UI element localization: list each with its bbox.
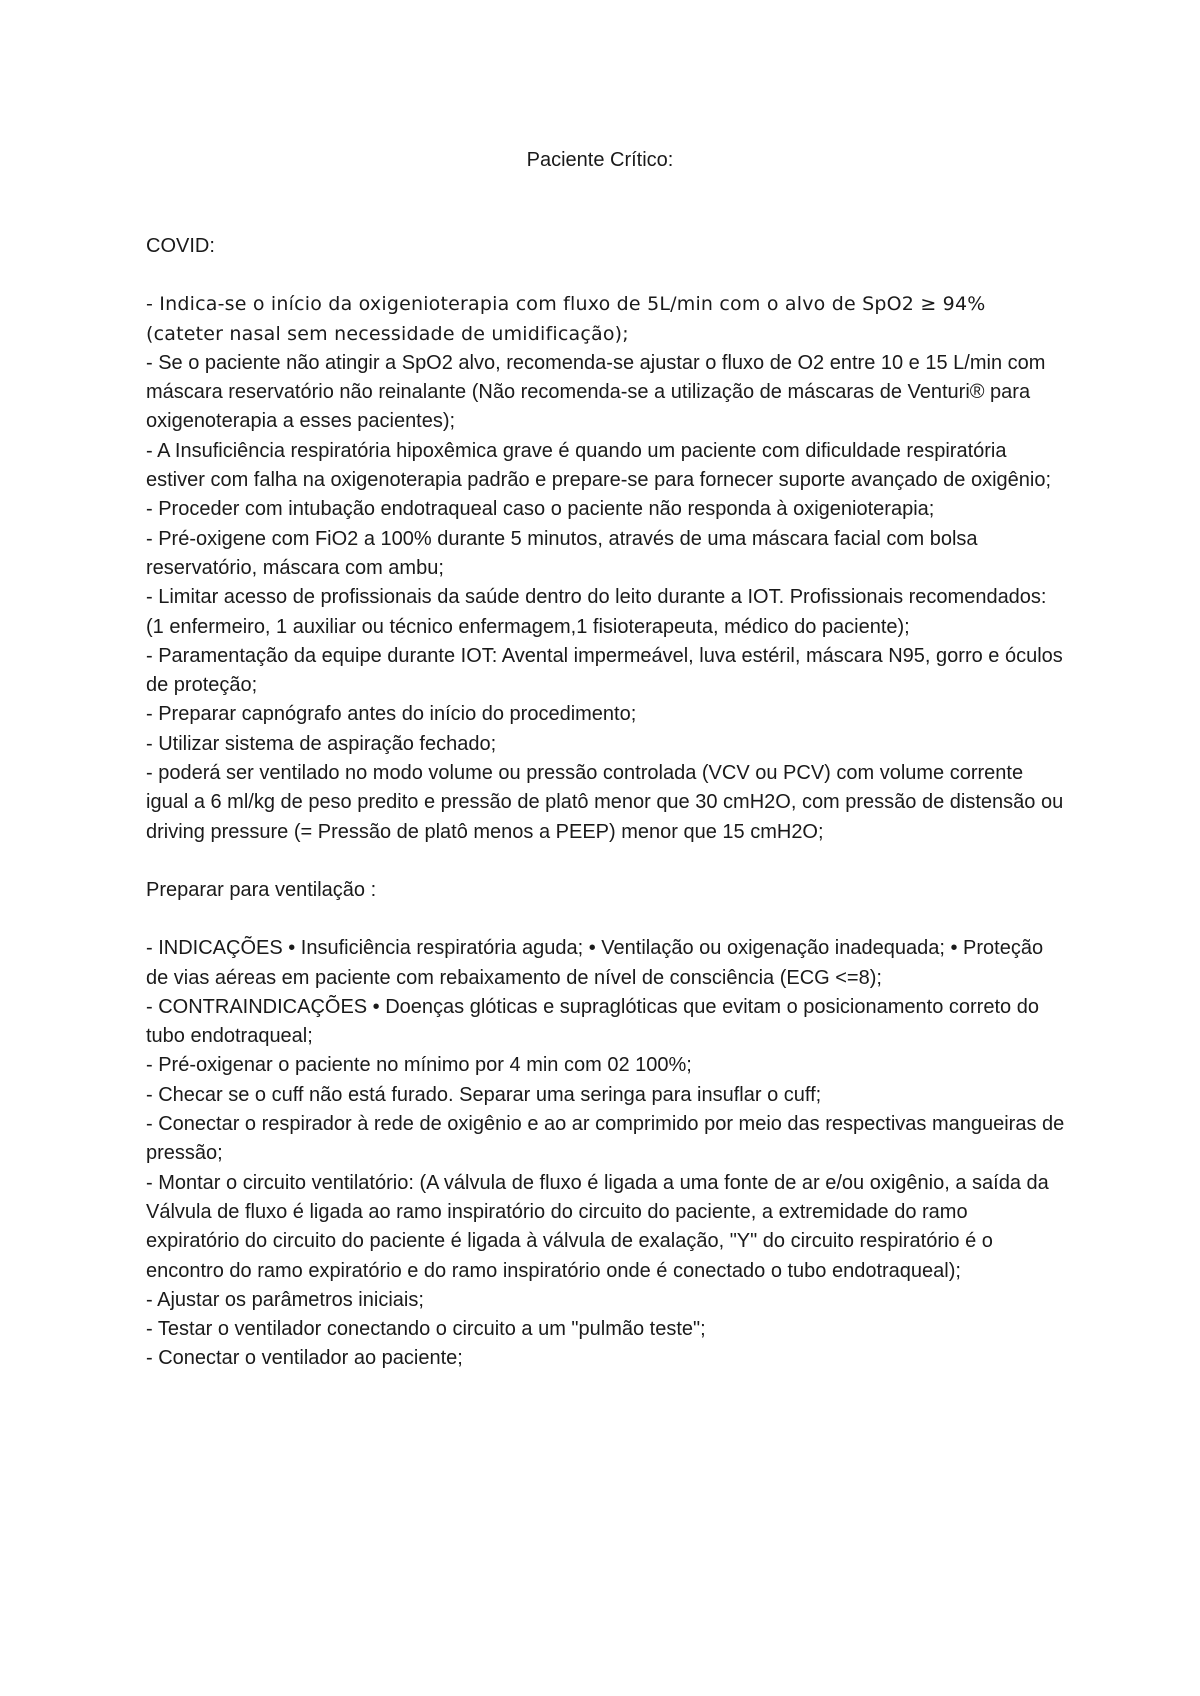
ventilation-heading: Preparar para ventilação :	[146, 878, 377, 901]
covid-item: - Limitar acesso de profissionais da saúde dentro do leito durante a IOT. Profissionais recomendados: (1 enfermeiro, 1 auxiliar ou técnico enfermagem,1 fisioterapeuta, médico do paciente);	[146, 586, 1047, 638]
ventilation-item: - Conectar o respirador à rede de oxigênio e ao ar comprimido por meio das respectivas mangueiras de pressão;	[146, 1113, 1065, 1165]
ventilation-item: - Testar o ventilador conectando o circuito a um "pulmão teste";	[146, 1318, 706, 1341]
covid-item: - Indica-se o início da oxigenioterapia com fluxo de 5L/min com o alvo de SpO2 ≥ 94% (cateter nasal sem necessidade de umidificação);	[146, 293, 986, 345]
document-title: Paciente Crítico:	[526, 149, 674, 171]
paragraph-gap	[146, 261, 1066, 290]
covid-item: - A Insuficiência respiratória hipoxêmica grave é quando um paciente com dificuldade respiratória estiver com falha na oxigenoterapia padrão e prepare-se para fornecer suporte avançado de oxigênio;	[146, 439, 1052, 492]
ventilation-item: - INDICAÇÕES • Insuficiência respiratória aguda; • Ventilação ou oxigenação inadequada; • Proteção de vias aéreas em paciente com rebaixamento de nível de consciência (ECG <=8);	[146, 937, 1044, 989]
covid-item: - Pré-oxigene com FiO2 a 100% durante 5 minutos, através de uma máscara facial com bolsa reservatório, máscara com ambu;	[146, 527, 978, 579]
covid-item: - Paramentação da equipe durante IOT: Avental impermeável, luva estéril, máscara N95, gorro e óculos de proteção;	[146, 644, 1063, 697]
covid-item: - poderá ser ventilado no modo volume ou pressão controlada (VCV ou PCV) com volume corrente igual a 6 ml/kg de peso predito e pressão de platô menor que 30 cmH2O, com pressão de distensão ou driving pressure (= Pressão de platô menos a PEEP) menor que 15 cmH2O;	[146, 762, 1064, 843]
document-body	[146, 232, 1066, 1374]
paragraph-gap	[146, 905, 1066, 934]
ventilation-item: - Pré-oxigenar o paciente no mínimo por 4 min com 02 100%;	[146, 1054, 692, 1077]
covid-item: - Proceder com intubação endotraqueal caso o paciente não responda à oxigenioterapia;	[146, 498, 935, 521]
ventilation-item: - CONTRAINDICAÇÕES • Doenças glóticas e supraglóticas que evitam o posicionamento correto do tubo endotraqueal;	[146, 995, 1039, 1048]
covid-item: - Se o paciente não atingir a SpO2 alvo, recomenda-se ajustar o fluxo de O2 entre 10 e 15 L/min com máscara reservatório não reinalante (Não recomenda-se a utilização de máscaras de Venturi® para oxigenoterapia a esses pacientes);	[146, 351, 1046, 433]
covid-item: - Preparar capnógrafo antes do início do procedimento;	[146, 703, 637, 726]
covid-heading: COVID:	[146, 235, 215, 257]
ventilation-item: - Montar o circuito ventilatório: (A válvula de fluxo é ligada a uma fonte de ar e/ou oxigênio, a saída da Válvula de fluxo é ligada ao ramo inspiratório do circuito do paciente, a extremidade do ramo expiratório do circuito do paciente é ligada à válvula de exalação, "Y" do circuito respiratório é o encontro do ramo expiratório e do ramo inspiratório onde é conectado o tubo endotraqueal);	[146, 1171, 1049, 1282]
paragraph-gap	[146, 847, 1066, 876]
covid-item: - Utilizar sistema de aspiração fechado;	[146, 732, 497, 755]
ventilation-item: - Ajustar os parâmetros iniciais;	[146, 1288, 424, 1311]
ventilation-item: - Conectar o ventilador ao paciente;	[146, 1347, 463, 1370]
ventilation-item: - Checar se o cuff não está furado. Separar uma seringa para insuflar o cuff;	[146, 1083, 822, 1106]
